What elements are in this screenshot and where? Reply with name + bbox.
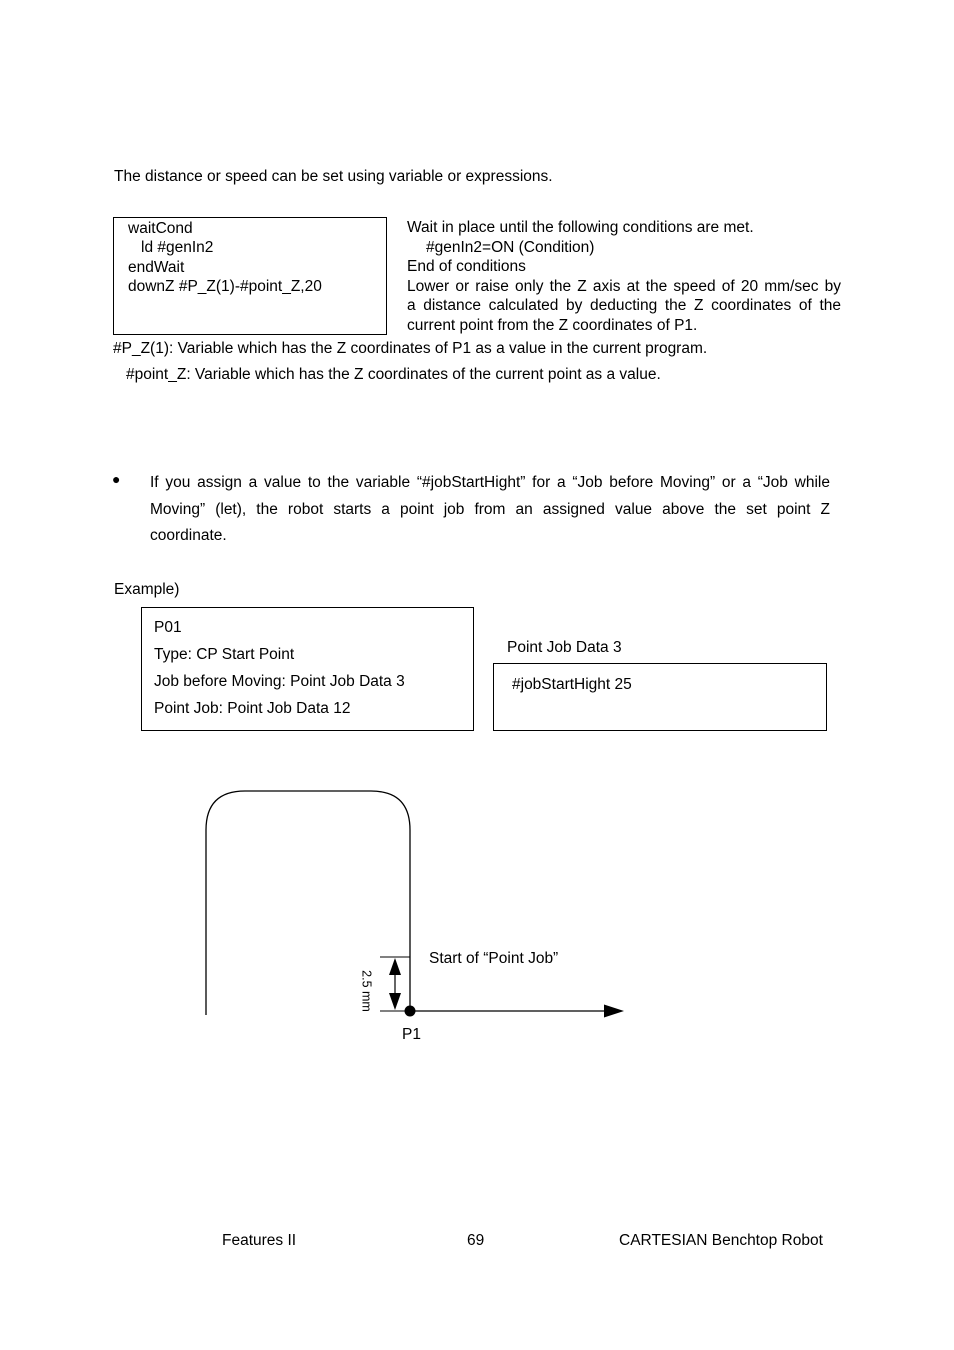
point-job-data-content: #jobStartHight 25 [512, 676, 632, 693]
footer-section: Features II [222, 1232, 297, 1249]
desc-line: Wait in place until the following conditions are met. [407, 219, 754, 236]
p1-label: P1 [402, 1026, 421, 1043]
code-line: ld #genIn2 [141, 239, 214, 256]
motion-path [206, 791, 410, 1015]
code-line: endWait [128, 259, 185, 276]
p01-line: P01 [154, 619, 182, 636]
note-point-z: #point_Z: Variable which has the Z coordinates of the current point as a value. [126, 366, 661, 383]
arrow-down-icon [389, 993, 401, 1010]
note-p-z: #P_Z(1): Variable which has the Z coordinates of P1 as a value in the current program. [113, 340, 708, 357]
desc-line: current point from the Z coordinates of P1. [407, 316, 698, 334]
footer-title: CARTESIAN Benchtop Robot [619, 1232, 823, 1249]
arrow-up-icon [389, 958, 401, 975]
desc-line: #genIn2=ON (Condition) [426, 238, 595, 256]
bullet-line: If you assign a value to the variable “#jobStartHight” for a “Job before Moving” or a “Job while [150, 474, 830, 491]
code-line: downZ #P_Z(1)-#point_Z,20 [128, 278, 322, 295]
distance-label: 2.5 mm [359, 970, 374, 1012]
point-job-data-title: Point Job Data 3 [507, 639, 622, 656]
bullet-icon: ● [112, 471, 121, 487]
desc-line: Lower or raise only the Z axis at the speed of 20 mm/sec by [407, 277, 841, 295]
footer-page-number: 69 [467, 1232, 485, 1249]
desc-line: a distance calculated by deducting the Z coordinates of the [407, 297, 841, 314]
p01-line: Point Job: Point Job Data 12 [154, 700, 351, 717]
start-point-job-label: Start of “Point Job” [429, 950, 559, 967]
intro-text: The distance or speed can be set using variable or expressions. [114, 168, 553, 185]
point-marker [405, 1006, 416, 1017]
bullet-line: coordinate. [150, 527, 227, 544]
code-line: waitCond [128, 220, 193, 237]
arrow-right-icon [604, 1005, 624, 1018]
example-label: Example) [114, 581, 180, 598]
p01-line: Job before Moving: Point Job Data 3 [154, 673, 405, 690]
p01-line: Type: CP Start Point [154, 646, 295, 663]
bullet-line: Moving” (let), the robot starts a point job from an assigned value above the set point Z [150, 500, 830, 518]
desc-line: End of conditions [407, 258, 526, 275]
